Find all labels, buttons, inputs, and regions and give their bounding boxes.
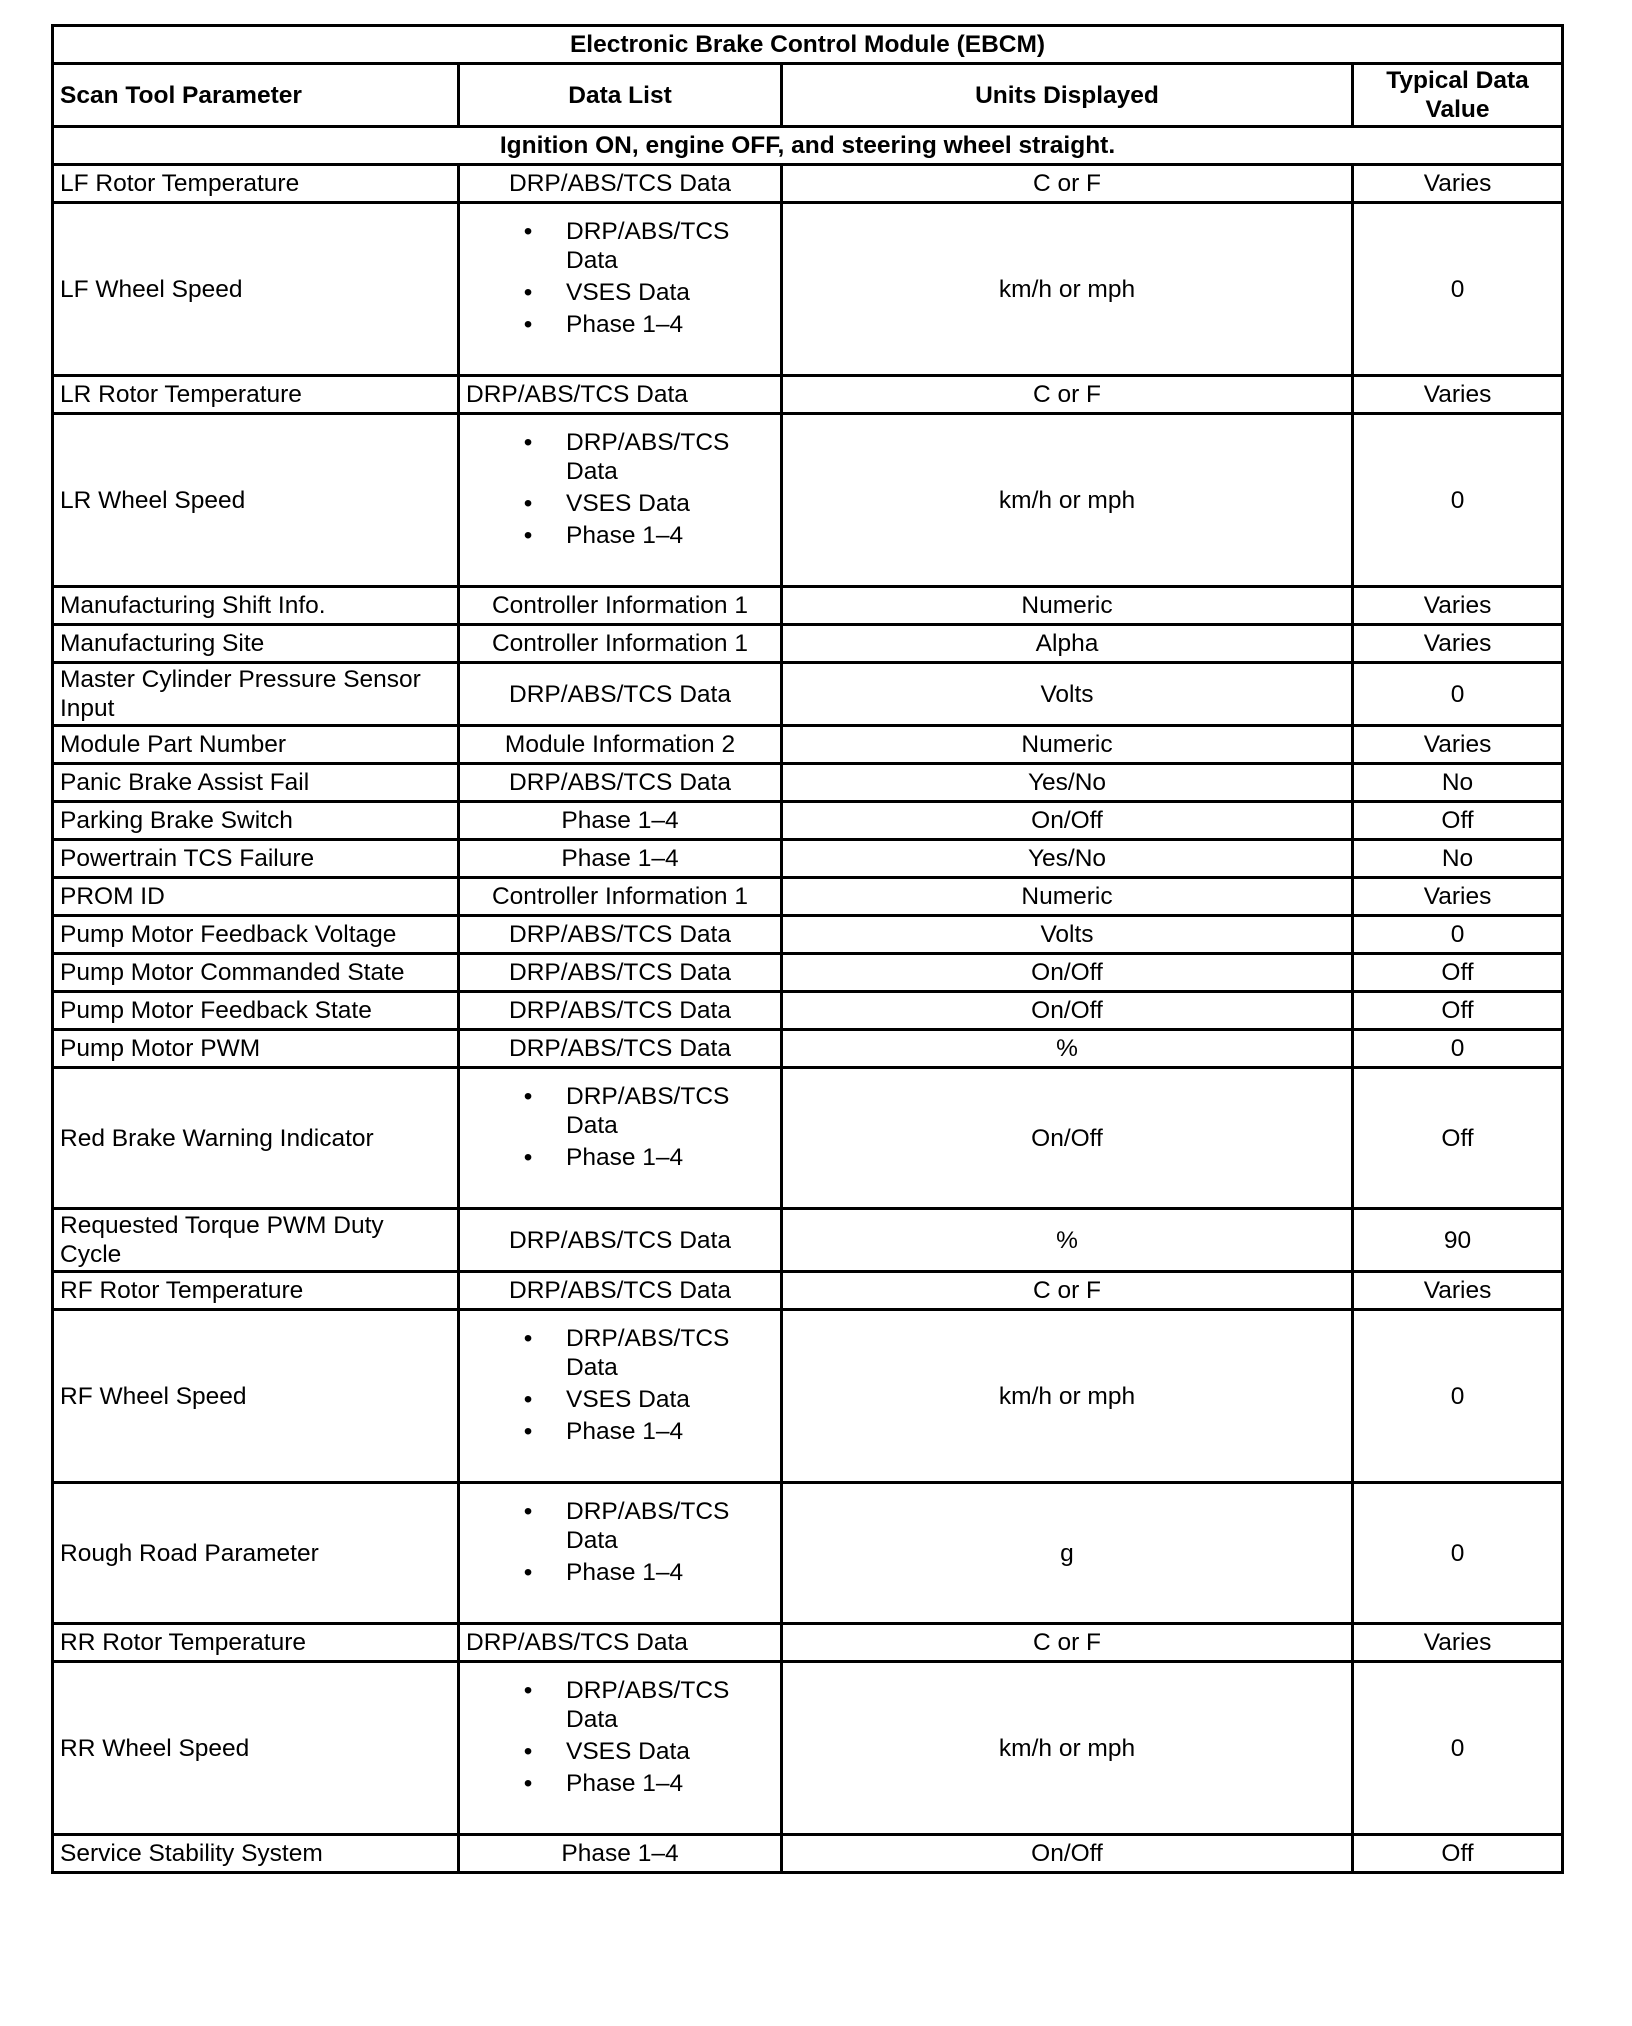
- cell-typical-data-value: 0: [1353, 203, 1563, 376]
- data-list-item-text: Phase 1–4: [566, 310, 684, 338]
- data-list-item-text: VSES Data: [566, 489, 690, 517]
- cell-data-list: DRP/ABS/TCS Data: [459, 1624, 782, 1662]
- table-row: [53, 802, 1563, 840]
- cell-units-displayed: %: [782, 1030, 1353, 1068]
- bullet-icon: •: [523, 310, 533, 338]
- cell-units-displayed: On/Off: [782, 802, 1353, 840]
- data-list-item: [466, 217, 774, 275]
- cell-data-list: DRP/ABS/TCS Data: [459, 1209, 782, 1272]
- data-list-bullets: [466, 209, 774, 370]
- cell-units-displayed: Numeric: [782, 878, 1353, 916]
- bullet-icon: •: [523, 1385, 533, 1413]
- cell-data-list: Phase 1–4: [459, 840, 782, 878]
- table-body: [53, 165, 1563, 1873]
- table-row: [53, 954, 1563, 992]
- cell-typical-data-value: Off: [1353, 1068, 1563, 1209]
- data-list-item: [466, 1769, 774, 1798]
- table-row: [53, 1030, 1563, 1068]
- cell-units-displayed: km/h or mph: [782, 1662, 1353, 1835]
- data-list-bullets: [466, 1316, 774, 1477]
- bullet-icon: •: [523, 1737, 533, 1765]
- data-list-item: [466, 1385, 774, 1414]
- test-condition: Ignition ON, engine OFF, and steering wheel straight.: [53, 127, 1563, 165]
- cell-scan-tool-parameter: Module Part Number: [53, 726, 459, 764]
- cell-scan-tool-parameter: Service Stability System: [53, 1835, 459, 1873]
- data-list-item-text: VSES Data: [566, 278, 690, 306]
- table-row: [53, 625, 1563, 663]
- data-list-bullets: [466, 420, 774, 581]
- bullet-icon: •: [523, 1324, 533, 1352]
- title-row: [53, 26, 1563, 64]
- cell-scan-tool-parameter: Requested Torque PWM Duty Cycle: [53, 1209, 459, 1272]
- cell-typical-data-value: 0: [1353, 1310, 1563, 1483]
- condition-row: [53, 127, 1563, 165]
- header-typical-data-value: [1353, 64, 1563, 127]
- cell-units-displayed: %: [782, 1209, 1353, 1272]
- bullet-icon: •: [523, 217, 533, 245]
- cell-scan-tool-parameter: LR Wheel Speed: [53, 414, 459, 587]
- cell-data-list: Phase 1–4: [459, 1835, 782, 1873]
- cell-typical-data-value: No: [1353, 764, 1563, 802]
- bullet-icon: •: [523, 278, 533, 306]
- table-row: [53, 878, 1563, 916]
- bullet-icon: •: [523, 1417, 533, 1445]
- cell-typical-data-value: Off: [1353, 954, 1563, 992]
- table-row: [53, 376, 1563, 414]
- data-list-item: [466, 489, 774, 518]
- cell-units-displayed: C or F: [782, 1624, 1353, 1662]
- bullet-icon: •: [523, 1143, 533, 1171]
- table-row: [53, 1209, 1563, 1272]
- ebcm-data-table: [51, 24, 1564, 1874]
- cell-data-list: DRP/ABS/TCS Data: [459, 663, 782, 726]
- cell-typical-data-value: Varies: [1353, 878, 1563, 916]
- table-row: [53, 726, 1563, 764]
- data-list-item: [466, 428, 774, 486]
- document-page: [51, 24, 1561, 1874]
- table-row: [53, 1835, 1563, 1873]
- cell-scan-tool-parameter: RR Rotor Temperature: [53, 1624, 459, 1662]
- data-list-item: [466, 1558, 774, 1587]
- cell-scan-tool-parameter: RF Wheel Speed: [53, 1310, 459, 1483]
- data-list-item-text: Phase 1–4: [566, 521, 684, 549]
- cell-typical-data-value: Off: [1353, 1835, 1563, 1873]
- cell-units-displayed: g: [782, 1483, 1353, 1624]
- data-list-bullets: [466, 1489, 774, 1618]
- cell-typical-data-value: Varies: [1353, 1272, 1563, 1310]
- cell-units-displayed: On/Off: [782, 954, 1353, 992]
- cell-typical-data-value: 0: [1353, 663, 1563, 726]
- cell-typical-data-value: No: [1353, 840, 1563, 878]
- bullet-icon: •: [523, 1558, 533, 1586]
- cell-data-list: Phase 1–4: [459, 802, 782, 840]
- cell-data-list: DRP/ABS/TCS Data: [459, 1030, 782, 1068]
- data-list-item-text: DRP/ABS/TCS Data: [566, 1082, 730, 1139]
- table-row: [53, 764, 1563, 802]
- cell-scan-tool-parameter: RF Rotor Temperature: [53, 1272, 459, 1310]
- data-list-item-text: DRP/ABS/TCS Data: [566, 1497, 730, 1554]
- cell-typical-data-value: 0: [1353, 1662, 1563, 1835]
- table-row: [53, 165, 1563, 203]
- cell-typical-data-value: Off: [1353, 802, 1563, 840]
- cell-scan-tool-parameter: LF Rotor Temperature: [53, 165, 459, 203]
- data-list-item: [466, 1082, 774, 1140]
- table-title: Electronic Brake Control Module (EBCM): [53, 26, 1563, 64]
- table-row: [53, 587, 1563, 625]
- cell-units-displayed: On/Off: [782, 1068, 1353, 1209]
- cell-data-list: [459, 414, 782, 587]
- table-row: [53, 840, 1563, 878]
- cell-scan-tool-parameter: Master Cylinder Pressure Sensor Input: [53, 663, 459, 726]
- cell-data-list: Controller Information 1: [459, 587, 782, 625]
- cell-scan-tool-parameter: Pump Motor Feedback Voltage: [53, 916, 459, 954]
- table-row: [53, 1483, 1563, 1624]
- cell-scan-tool-parameter: Pump Motor PWM: [53, 1030, 459, 1068]
- table-row: [53, 916, 1563, 954]
- cell-typical-data-value: Varies: [1353, 726, 1563, 764]
- cell-units-displayed: On/Off: [782, 1835, 1353, 1873]
- cell-units-displayed: Alpha: [782, 625, 1353, 663]
- cell-scan-tool-parameter: Red Brake Warning Indicator: [53, 1068, 459, 1209]
- table-row: [53, 1624, 1563, 1662]
- cell-units-displayed: C or F: [782, 376, 1353, 414]
- header-typical-line2: Value: [1425, 96, 1490, 123]
- cell-units-displayed: C or F: [782, 165, 1353, 203]
- cell-data-list: DRP/ABS/TCS Data: [459, 954, 782, 992]
- table-row: [53, 663, 1563, 726]
- cell-data-list: DRP/ABS/TCS Data: [459, 376, 782, 414]
- data-list-item-text: DRP/ABS/TCS Data: [566, 428, 730, 485]
- cell-data-list: Controller Information 1: [459, 878, 782, 916]
- cell-units-displayed: Yes/No: [782, 764, 1353, 802]
- table-row: [53, 203, 1563, 376]
- cell-scan-tool-parameter: Rough Road Parameter: [53, 1483, 459, 1624]
- cell-scan-tool-parameter: PROM ID: [53, 878, 459, 916]
- table-row: [53, 1662, 1563, 1835]
- cell-scan-tool-parameter: Parking Brake Switch: [53, 802, 459, 840]
- cell-typical-data-value: Varies: [1353, 376, 1563, 414]
- cell-scan-tool-parameter: Panic Brake Assist Fail: [53, 764, 459, 802]
- data-list-item: [466, 1737, 774, 1766]
- header-row: [53, 64, 1563, 127]
- cell-typical-data-value: 0: [1353, 414, 1563, 587]
- data-list-item-text: DRP/ABS/TCS Data: [566, 1676, 730, 1733]
- header-typical-line1: Typical Data: [1386, 67, 1529, 94]
- cell-scan-tool-parameter: Manufacturing Shift Info.: [53, 587, 459, 625]
- cell-scan-tool-parameter: Pump Motor Feedback State: [53, 992, 459, 1030]
- cell-data-list: DRP/ABS/TCS Data: [459, 916, 782, 954]
- cell-data-list: [459, 1662, 782, 1835]
- cell-data-list: [459, 1483, 782, 1624]
- cell-units-displayed: km/h or mph: [782, 414, 1353, 587]
- cell-units-displayed: C or F: [782, 1272, 1353, 1310]
- data-list-bullets: [466, 1668, 774, 1829]
- data-list-item: [466, 1417, 774, 1446]
- data-list-item: [466, 1324, 774, 1382]
- table-row: [53, 1310, 1563, 1483]
- data-list-item: [466, 1497, 774, 1555]
- cell-units-displayed: km/h or mph: [782, 1310, 1353, 1483]
- cell-typical-data-value: Varies: [1353, 587, 1563, 625]
- cell-typical-data-value: Varies: [1353, 1624, 1563, 1662]
- table-row: [53, 414, 1563, 587]
- cell-typical-data-value: Varies: [1353, 165, 1563, 203]
- cell-units-displayed: Numeric: [782, 726, 1353, 764]
- header-scan-tool-parameter: Scan Tool Parameter: [53, 64, 459, 127]
- data-list-item-text: Phase 1–4: [566, 1769, 684, 1797]
- cell-scan-tool-parameter: LF Wheel Speed: [53, 203, 459, 376]
- data-list-item-text: Phase 1–4: [566, 1143, 684, 1171]
- cell-typical-data-value: 0: [1353, 916, 1563, 954]
- data-list-item-text: Phase 1–4: [566, 1417, 684, 1445]
- cell-typical-data-value: 0: [1353, 1483, 1563, 1624]
- cell-units-displayed: Volts: [782, 663, 1353, 726]
- cell-data-list: Controller Information 1: [459, 625, 782, 663]
- cell-units-displayed: On/Off: [782, 992, 1353, 1030]
- bullet-icon: •: [523, 1082, 533, 1110]
- cell-typical-data-value: 0: [1353, 1030, 1563, 1068]
- cell-scan-tool-parameter: LR Rotor Temperature: [53, 376, 459, 414]
- bullet-icon: •: [523, 428, 533, 456]
- data-list-item: [466, 521, 774, 550]
- cell-scan-tool-parameter: Powertrain TCS Failure: [53, 840, 459, 878]
- cell-scan-tool-parameter: Pump Motor Commanded State: [53, 954, 459, 992]
- data-list-item: [466, 310, 774, 339]
- cell-units-displayed: Numeric: [782, 587, 1353, 625]
- data-list-item: [466, 1676, 774, 1734]
- cell-data-list: [459, 1068, 782, 1209]
- cell-data-list: DRP/ABS/TCS Data: [459, 992, 782, 1030]
- cell-typical-data-value: Varies: [1353, 625, 1563, 663]
- data-list-item-text: DRP/ABS/TCS Data: [566, 217, 730, 274]
- cell-units-displayed: Yes/No: [782, 840, 1353, 878]
- bullet-icon: •: [523, 489, 533, 517]
- cell-scan-tool-parameter: RR Wheel Speed: [53, 1662, 459, 1835]
- cell-data-list: DRP/ABS/TCS Data: [459, 764, 782, 802]
- bullet-icon: •: [523, 1769, 533, 1797]
- header-units-displayed: Units Displayed: [782, 64, 1353, 127]
- bullet-icon: •: [523, 521, 533, 549]
- table-row: [53, 992, 1563, 1030]
- data-list-item-text: DRP/ABS/TCS Data: [566, 1324, 730, 1381]
- cell-data-list: [459, 203, 782, 376]
- cell-units-displayed: Volts: [782, 916, 1353, 954]
- cell-data-list: DRP/ABS/TCS Data: [459, 1272, 782, 1310]
- cell-typical-data-value: Off: [1353, 992, 1563, 1030]
- table-row: [53, 1272, 1563, 1310]
- bullet-icon: •: [523, 1676, 533, 1704]
- cell-data-list: Module Information 2: [459, 726, 782, 764]
- cell-typical-data-value: 90: [1353, 1209, 1563, 1272]
- data-list-item: [466, 278, 774, 307]
- header-data-list: Data List: [459, 64, 782, 127]
- table-row: [53, 1068, 1563, 1209]
- data-list-item-text: VSES Data: [566, 1385, 690, 1413]
- cell-data-list: DRP/ABS/TCS Data: [459, 165, 782, 203]
- cell-scan-tool-parameter: Manufacturing Site: [53, 625, 459, 663]
- data-list-item-text: Phase 1–4: [566, 1558, 684, 1586]
- cell-units-displayed: km/h or mph: [782, 203, 1353, 376]
- bullet-icon: •: [523, 1497, 533, 1525]
- data-list-bullets: [466, 1074, 774, 1203]
- data-list-item-text: VSES Data: [566, 1737, 690, 1765]
- data-list-item: [466, 1143, 774, 1172]
- cell-data-list: [459, 1310, 782, 1483]
